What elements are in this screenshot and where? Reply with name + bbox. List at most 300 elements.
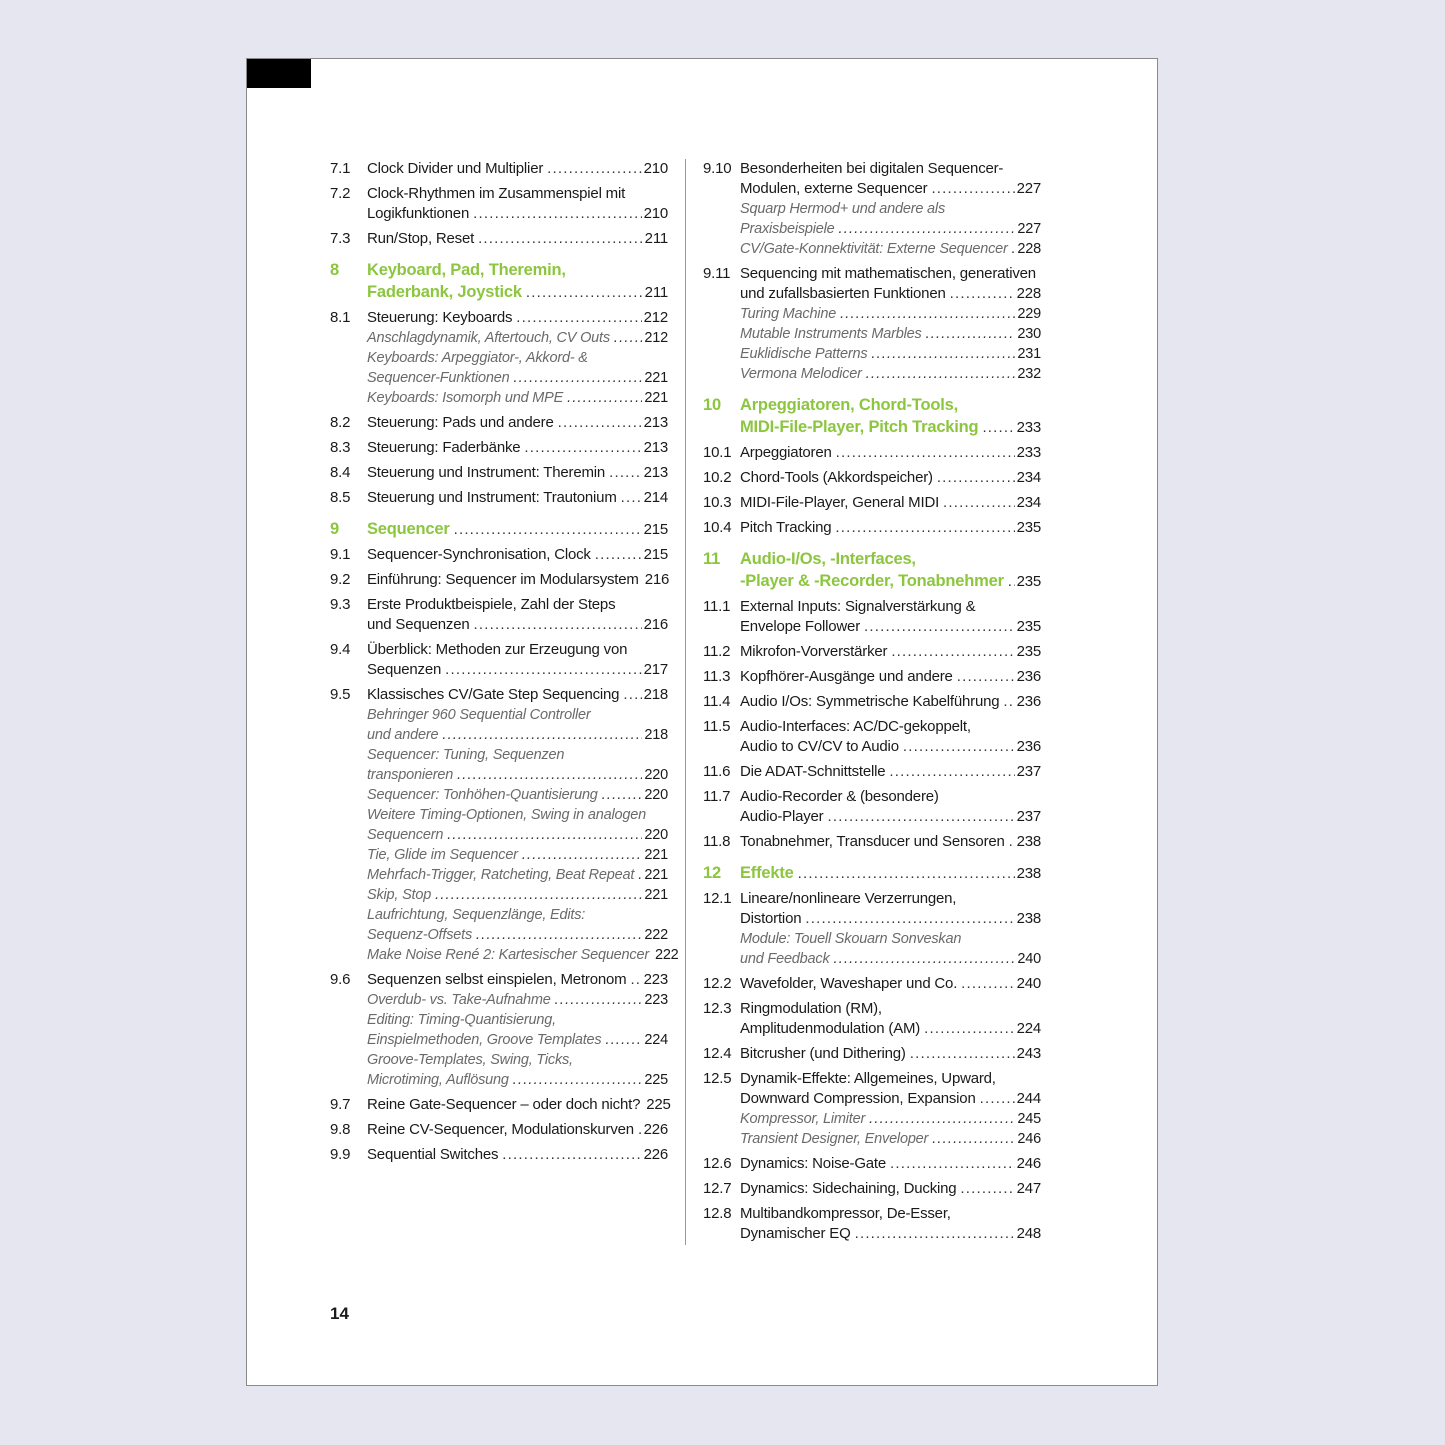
- dot-leader: [445, 660, 641, 680]
- toc-entry-page: 216: [644, 571, 670, 588]
- toc-entry[interactable]: [330, 229, 668, 249]
- toc-entry[interactable]: [703, 468, 1041, 488]
- dot-leader: [516, 308, 641, 328]
- toc-entry-title: Mutable Instruments Marbles: [740, 326, 922, 342]
- toc-entry-page: 210: [643, 205, 668, 222]
- toc-entry[interactable]: [703, 667, 1041, 687]
- toc-entry[interactable]: [703, 364, 1041, 384]
- toc-entry-page: 218: [644, 727, 668, 743]
- dot-leader: [805, 909, 1014, 929]
- toc-entry-title: Bitcrusher (und Dithering): [740, 1045, 906, 1062]
- toc-entry[interactable]: [330, 159, 668, 179]
- toc-entry[interactable]: [330, 259, 668, 303]
- toc-entry-title: Weitere Timing-Optionen, Swing in analogen: [367, 807, 646, 823]
- toc-entry-page: 211: [644, 284, 668, 301]
- toc-entry-title: Transient Designer, Enveloper: [740, 1131, 929, 1147]
- toc-entry-page: 231: [1017, 346, 1041, 362]
- toc-entry-page: 248: [1016, 1225, 1041, 1242]
- toc-entry[interactable]: [703, 493, 1041, 513]
- dot-leader: [950, 284, 1015, 304]
- dot-leader: [621, 488, 642, 508]
- toc-entry-title: MIDI-File-Player, Pitch Tracking: [740, 418, 979, 436]
- toc-entry[interactable]: [330, 1050, 668, 1090]
- toc-entry-page: 240: [1017, 951, 1041, 967]
- toc-entry-title: Ringmodulation (RM),: [740, 1000, 882, 1017]
- toc-entry-page: 212: [644, 330, 668, 346]
- toc-entry-title: Mikrofon-Vorverstärker: [740, 643, 888, 660]
- toc-entry[interactable]: [330, 990, 668, 1010]
- toc-entry-number: 11.4: [703, 693, 731, 710]
- toc-entry-page: 233: [1016, 419, 1041, 436]
- toc-entry-number: 10.1: [703, 444, 732, 461]
- toc-entry[interactable]: [703, 159, 1041, 199]
- toc-entry-title: Lineare/nonlineare Verzerrungen,: [740, 890, 957, 907]
- dot-leader: [980, 1089, 1015, 1109]
- dot-leader: [547, 159, 641, 179]
- toc-entry-title: Sequencing mit mathematischen, generativen: [740, 265, 1036, 282]
- toc-entry-number: 9.10: [703, 160, 732, 177]
- toc-entry[interactable]: [330, 1095, 671, 1115]
- toc-entry[interactable]: [330, 348, 668, 388]
- toc-entry-title: Steuerung und Instrument: Trautonium: [367, 489, 617, 506]
- dot-leader: [558, 413, 642, 433]
- toc-entry-number: 11.1: [703, 598, 731, 615]
- toc-entry-title: Steuerung: Pads und andere: [367, 414, 554, 431]
- toc-entry[interactable]: [703, 518, 1041, 538]
- dot-leader: [960, 1179, 1014, 1199]
- toc-entry-title: Sequencer: Tonhöhen-Quantisierung: [367, 787, 598, 803]
- dot-leader: [924, 1019, 1014, 1039]
- toc-entry-title: External Inputs: Signalverstärkung &: [740, 598, 976, 615]
- toc-entry[interactable]: [330, 945, 679, 965]
- toc-entry-title: Sequenzen selbst einspielen, Metronom: [367, 971, 627, 988]
- toc-entry-title: Erste Produktbeispiele, Zahl der Steps: [367, 596, 616, 613]
- toc-entry[interactable]: [330, 845, 668, 865]
- toc-entry-page: 213: [643, 464, 668, 481]
- toc-entry-number: 12.2: [703, 975, 732, 992]
- dot-leader: [961, 974, 1014, 994]
- toc-entry[interactable]: [330, 328, 668, 348]
- dot-leader: [502, 1145, 641, 1165]
- toc-entry-page: 246: [1016, 1155, 1041, 1172]
- toc-entry-title: Klassisches CV/Gate Step Sequencing: [367, 686, 620, 703]
- toc-entry-title: Run/Stop, Reset: [367, 230, 475, 247]
- toc-entry[interactable]: [703, 1069, 1041, 1109]
- dot-leader: [555, 990, 643, 1010]
- toc-entry-title: Microtiming, Auflösung: [367, 1072, 509, 1088]
- toc-entry-number: 11: [703, 550, 721, 568]
- toc-entry-title: Praxisbeispiele: [740, 221, 835, 237]
- toc-entry-page: 244: [1016, 1090, 1041, 1107]
- dot-leader: [605, 1030, 642, 1050]
- toc-entry-title: Kopfhörer-Ausgänge und andere: [740, 668, 953, 685]
- toc-entry-number: 12.4: [703, 1045, 732, 1062]
- toc-entry-page: 235: [1016, 573, 1041, 590]
- toc-entry-page: 222: [654, 947, 679, 963]
- toc-entry-title: und zufallsbasierten Funktionen: [740, 285, 946, 302]
- dot-leader: [595, 545, 642, 565]
- toc-entry-page: 212: [643, 309, 668, 326]
- toc-entry-page: 216: [643, 616, 668, 633]
- toc-entry-title: Einspielmethoden, Groove Templates: [367, 1032, 602, 1048]
- toc-entry[interactable]: [703, 974, 1041, 994]
- dot-leader: [891, 642, 1014, 662]
- toc-entry-page: 236: [1016, 693, 1041, 710]
- toc-entry-title: Laufrichtung, Sequenzlänge, Edits:: [367, 907, 586, 923]
- toc-entry[interactable]: [330, 885, 668, 905]
- toc-entry-title: und Sequenzen: [367, 616, 470, 633]
- toc-entry-title: Einführung: Sequencer im Modularsystem: [367, 571, 639, 588]
- toc-entry-page: 226: [643, 1121, 668, 1138]
- toc-entry-title: Anschlagdynamik, Aftertouch, CV Outs: [367, 330, 610, 346]
- toc-entry-title: und andere: [367, 727, 439, 743]
- toc-entry[interactable]: [703, 862, 1041, 884]
- toc-entry[interactable]: [330, 805, 668, 845]
- toc-entry-title: Besonderheiten bei digitalen Sequencer-: [740, 160, 1004, 177]
- toc-entry-number: 10.2: [703, 469, 732, 486]
- toc-entry[interactable]: [703, 394, 1041, 438]
- toc-entry-title: Turing Machine: [740, 306, 837, 322]
- toc-entry-title: Reine Gate-Sequencer – oder doch nicht?: [367, 1096, 641, 1113]
- toc-entry-page: 227: [1017, 221, 1041, 237]
- dot-leader: [454, 520, 642, 540]
- toc-entry-number: 12: [703, 864, 721, 882]
- toc-entry-number: 8.5: [330, 489, 351, 506]
- toc-entry-title: Tonabnehmer, Transducer und Sensoren: [740, 833, 1005, 850]
- toc-entry-title: Reine CV-Sequencer, Modulationskurven: [367, 1121, 634, 1138]
- dot-leader: [567, 388, 642, 408]
- dot-leader: [866, 364, 1016, 384]
- toc-entry-page: 234: [1016, 494, 1041, 511]
- toc-entry[interactable]: [703, 1154, 1041, 1174]
- toc-entry[interactable]: [703, 787, 1041, 827]
- toc-entry[interactable]: [703, 889, 1041, 929]
- toc-entry-page: 227: [1016, 180, 1041, 197]
- toc-entry[interactable]: [330, 184, 668, 224]
- toc-entry-page: 228: [1016, 285, 1041, 302]
- toc-entry-number: 9.11: [703, 265, 731, 282]
- toc-entry-title: Sequencer: [367, 520, 450, 538]
- dot-leader: [474, 615, 642, 635]
- toc-entry-title: Die ADAT-Schnittstelle: [740, 763, 886, 780]
- toc-entry[interactable]: [703, 239, 1041, 259]
- toc-entry[interactable]: [703, 1179, 1041, 1199]
- dot-leader: [513, 1070, 643, 1090]
- toc-entry-title: Faderbank, Joystick: [367, 283, 522, 301]
- toc-entry-page: 220: [644, 767, 668, 783]
- dot-leader: [609, 463, 641, 483]
- toc-entry-page: 213: [643, 414, 668, 431]
- toc-entry[interactable]: [330, 640, 668, 680]
- toc-entry[interactable]: [703, 929, 1041, 969]
- toc-entry-number: 9.9: [330, 1146, 351, 1163]
- toc-entry-page: 221: [644, 867, 668, 883]
- toc-entry-number: 9.1: [330, 546, 351, 563]
- toc-entry[interactable]: [703, 642, 1041, 662]
- toc-entry[interactable]: [330, 705, 668, 745]
- toc-entry-number: 9.7: [330, 1096, 351, 1113]
- dot-leader: [513, 368, 642, 388]
- toc-entry[interactable]: [330, 488, 668, 508]
- toc-entry-number: 10.3: [703, 494, 732, 511]
- toc-entry-title: Dynamik-Effekte: Allgemeines, Upward,: [740, 1070, 996, 1087]
- toc-entry-page: 223: [643, 971, 668, 988]
- toc-entry-page: 215: [643, 521, 668, 538]
- toc-entry[interactable]: [330, 685, 668, 705]
- toc-entry-number: 7.2: [330, 185, 351, 202]
- toc-entry-page: 226: [643, 1146, 668, 1163]
- toc-entry[interactable]: [703, 324, 1041, 344]
- toc-entry[interactable]: [703, 548, 1041, 592]
- toc-entry[interactable]: [330, 865, 668, 885]
- toc-entry-number: 9: [330, 520, 339, 538]
- dot-leader: [638, 865, 642, 885]
- toc-entry-number: 12.6: [703, 1155, 732, 1172]
- toc-entry-title: CV/Gate-Konnektivität: Externe Sequencer: [740, 241, 1008, 257]
- toc-entry-page: 229: [1017, 306, 1041, 322]
- toc-entry-title: Chord-Tools (Akkordspeicher): [740, 469, 933, 486]
- toc-entry-number: 9.4: [330, 641, 351, 658]
- toc-entry-title: Audio-Interfaces: AC/DC-gekoppelt,: [740, 718, 971, 735]
- toc-entry-number: 8.3: [330, 439, 351, 456]
- toc-entry[interactable]: [703, 1109, 1041, 1129]
- dot-leader: [476, 925, 642, 945]
- toc-entry-page: 238: [1016, 865, 1041, 882]
- toc-entry-number: 8.4: [330, 464, 351, 481]
- dot-leader: [836, 443, 1015, 463]
- toc-entry[interactable]: [703, 199, 1041, 239]
- toc-entry-page: 247: [1016, 1180, 1041, 1197]
- toc-entry[interactable]: [703, 999, 1041, 1039]
- dot-leader: [937, 468, 1015, 488]
- toc-entry-page: 221: [644, 370, 668, 386]
- dot-leader: [957, 667, 1015, 687]
- dot-leader: [457, 765, 642, 785]
- toc-entry-number: 12.5: [703, 1070, 732, 1087]
- toc-entry-page: 228: [1017, 241, 1041, 257]
- toc-entry-title: Sequencern: [367, 827, 444, 843]
- toc-entry-title: Clock-Rhythmen im Zusammenspiel mit: [367, 185, 626, 202]
- toc-entry[interactable]: [330, 595, 668, 635]
- toc-entry[interactable]: [703, 717, 1041, 757]
- toc-entry-page: 237: [1016, 763, 1041, 780]
- toc-entry-number: 7.1: [330, 160, 351, 177]
- toc-entry-page: 233: [1016, 444, 1041, 461]
- toc-entry-page: 222: [644, 927, 668, 943]
- toc-entry[interactable]: [330, 745, 668, 785]
- toc-entry[interactable]: [703, 1129, 1041, 1149]
- dot-leader: [889, 762, 1014, 782]
- toc-entry-number: 7.3: [330, 230, 351, 247]
- toc-entry-title: Skip, Stop: [367, 887, 432, 903]
- toc-entry[interactable]: [330, 970, 668, 990]
- toc-entry[interactable]: [703, 344, 1041, 364]
- dot-leader: [526, 283, 643, 303]
- toc-entry-title: -Player & -Recorder, Tonabnehmer: [740, 572, 1004, 590]
- toc-entry-page: 215: [643, 546, 668, 563]
- dot-leader: [827, 807, 1014, 827]
- dot-leader: [839, 219, 1016, 239]
- dot-leader: [1003, 692, 1014, 712]
- toc-entry[interactable]: [330, 905, 668, 945]
- toc-entry-title: Dynamics: Noise-Gate: [740, 1155, 887, 1172]
- toc-entry-page: 210: [643, 160, 668, 177]
- toc-entry-title: Sequenzen: [367, 661, 442, 678]
- dot-leader: [982, 418, 1014, 438]
- toc-entry-title: Dynamischer EQ: [740, 1225, 851, 1242]
- toc-entry-title: Audio-Player: [740, 808, 824, 825]
- toc-entry[interactable]: [330, 545, 668, 565]
- toc-entry-page: 245: [1017, 1111, 1041, 1127]
- toc-entry-page: 223: [644, 992, 668, 1008]
- toc-entry-title: Vermona Melodicer: [740, 366, 862, 382]
- toc-entry-title: Überblick: Methoden zur Erzeugung von: [367, 641, 628, 658]
- toc-entry-number: 9.2: [330, 571, 351, 588]
- dot-leader: [926, 324, 1016, 344]
- toc-entry-page: 246: [1017, 1131, 1041, 1147]
- toc-entry-page: 220: [644, 787, 668, 803]
- toc-entry[interactable]: [703, 1204, 1041, 1244]
- toc-entry-page: 237: [1016, 808, 1041, 825]
- toc-entry-title: Wavefolder, Waveshaper und Co.: [740, 975, 958, 992]
- column-divider: [685, 159, 686, 1245]
- toc-entry-number: 9.5: [330, 686, 351, 703]
- toc-entry[interactable]: [703, 832, 1041, 852]
- toc-entry-title: Audio I/Os: Symmetrische Kabelführung: [740, 693, 1000, 710]
- toc-entry-title: Pitch Tracking: [740, 519, 832, 536]
- dot-leader: [835, 518, 1014, 538]
- dot-leader: [1009, 832, 1015, 852]
- toc-entry-number: 9.3: [330, 596, 351, 613]
- toc-entry-title: Module: Touell Skouarn Sonveskan: [740, 931, 962, 947]
- toc-entry-title: Arpeggiatoren, Chord-Tools,: [740, 396, 958, 414]
- toc-entry-title: Multibandkompressor, De-Esser,: [740, 1205, 951, 1222]
- toc-entry-page: 221: [644, 847, 668, 863]
- toc-entry-number: 11.6: [703, 763, 731, 780]
- toc-entry-page: 234: [1016, 469, 1041, 486]
- toc-entry-page: 225: [644, 1072, 668, 1088]
- toc-entry-title: Logikfunktionen: [367, 205, 470, 222]
- toc-entry-number: 8: [330, 261, 339, 279]
- toc-entry[interactable]: [330, 1010, 668, 1050]
- toc-entry[interactable]: [330, 1120, 668, 1140]
- dot-leader: [473, 204, 641, 224]
- toc-entry-title: Kompressor, Limiter: [740, 1111, 866, 1127]
- toc-entry-number: 12.7: [703, 1180, 732, 1197]
- toc-entry[interactable]: [330, 1145, 668, 1165]
- dot-leader: [834, 949, 1016, 969]
- toc-entry-title: Sequencer-Synchronisation, Clock: [367, 546, 591, 563]
- toc-entry-page: 238: [1016, 910, 1041, 927]
- toc-entry-title: Sequencer: Tuning, Sequenzen: [367, 747, 565, 763]
- toc-entry[interactable]: [703, 443, 1041, 463]
- toc-entry-page: 236: [1016, 738, 1041, 755]
- toc-entry-page: 213: [643, 439, 668, 456]
- toc-entry-title: MIDI-File-Player, General MIDI: [740, 494, 940, 511]
- toc-entry-page: 220: [644, 827, 668, 843]
- dot-leader: [614, 328, 643, 348]
- toc-entry[interactable]: [703, 692, 1041, 712]
- toc-entry[interactable]: [703, 304, 1041, 324]
- dot-leader: [890, 1154, 1015, 1174]
- dot-leader: [840, 304, 1015, 324]
- dot-leader: [931, 179, 1014, 199]
- toc-entry-title: Squarp Hermod+ und andere als: [740, 201, 945, 217]
- toc-entry-number: 12.1: [703, 890, 732, 907]
- toc-entry-title: Tie, Glide im Sequencer: [367, 847, 518, 863]
- toc-entry-title: Amplitudenmodulation (AM): [740, 1020, 921, 1037]
- toc-entry[interactable]: [703, 597, 1041, 637]
- toc-entry-title: Make Noise René 2: Kartesischer Sequencer: [367, 947, 649, 963]
- dot-leader: [447, 825, 642, 845]
- toc-entry-page: 221: [644, 887, 668, 903]
- toc-entry-title: Keyboard, Pad, Theremin,: [367, 261, 566, 279]
- toc-entry-page: 235: [1016, 519, 1041, 536]
- dot-leader: [478, 229, 643, 249]
- toc-entry[interactable]: [330, 388, 668, 408]
- toc-entry[interactable]: [330, 413, 668, 433]
- toc-entry-page: 235: [1016, 643, 1041, 660]
- toc-entry[interactable]: [703, 264, 1041, 304]
- toc-entry-title: Steuerung: Faderbänke: [367, 439, 521, 456]
- dot-leader: [864, 617, 1015, 637]
- toc-entry-number: 9.6: [330, 971, 351, 988]
- toc-entry[interactable]: [703, 762, 1041, 782]
- toc-entry-page: 235: [1016, 618, 1041, 635]
- dot-leader: [871, 344, 1015, 364]
- toc-entry-number: 11.7: [703, 788, 731, 805]
- toc-entry-page: 232: [1017, 366, 1041, 382]
- toc-entry-number: 11.3: [703, 668, 731, 685]
- toc-entry-title: Behringer 960 Sequential Controller: [367, 707, 591, 723]
- corner-mark: [247, 59, 311, 88]
- toc-entry-title: Downward Compression, Expansion: [740, 1090, 976, 1107]
- toc-entry[interactable]: [330, 785, 668, 805]
- toc-entry-page: 224: [1016, 1020, 1041, 1037]
- toc-entry-title: Keyboards: Arpeggiator-, Akkord- &: [367, 350, 588, 366]
- toc-entry-number: 12.8: [703, 1205, 732, 1222]
- toc-entry[interactable]: [330, 463, 668, 483]
- toc-entry-title: Dynamics: Sidechaining, Ducking: [740, 1180, 957, 1197]
- dot-leader: [932, 1129, 1015, 1149]
- toc-entry[interactable]: [330, 438, 668, 458]
- toc-entry-number: 8.2: [330, 414, 351, 431]
- toc-entry-page: 225: [646, 1096, 671, 1113]
- toc-entry-page: 240: [1016, 975, 1041, 992]
- toc-entry-title: Mehrfach-Trigger, Ratcheting, Beat Repeat: [367, 867, 635, 883]
- toc-entry[interactable]: [330, 518, 668, 540]
- dot-leader: [442, 725, 642, 745]
- toc-entry-number: 12.3: [703, 1000, 732, 1017]
- toc-entry-title: Groove-Templates, Swing, Ticks,: [367, 1052, 573, 1068]
- dot-leader: [638, 1120, 642, 1140]
- toc-entry-number: 8.1: [330, 309, 351, 326]
- toc-entry-title: Modulen, externe Sequencer: [740, 180, 928, 197]
- toc-entry[interactable]: [703, 1044, 1041, 1064]
- toc-entry-page: 217: [643, 661, 668, 678]
- toc-entry-title: Keyboards: Isomorph und MPE: [367, 390, 564, 406]
- toc-column-right: [703, 159, 1041, 1244]
- toc-entry[interactable]: [330, 308, 668, 328]
- toc-entry-number: 9.8: [330, 1121, 351, 1138]
- toc-entry-title: Envelope Follower: [740, 618, 860, 635]
- toc-entry[interactable]: [330, 570, 668, 590]
- dot-leader: [869, 1109, 1015, 1129]
- toc-column-left: [330, 159, 679, 1165]
- dot-leader: [623, 685, 641, 705]
- toc-entry-title: Audio to CV/CV to Audio: [740, 738, 899, 755]
- toc-entry-title: Clock Divider und Multiplier: [367, 160, 544, 177]
